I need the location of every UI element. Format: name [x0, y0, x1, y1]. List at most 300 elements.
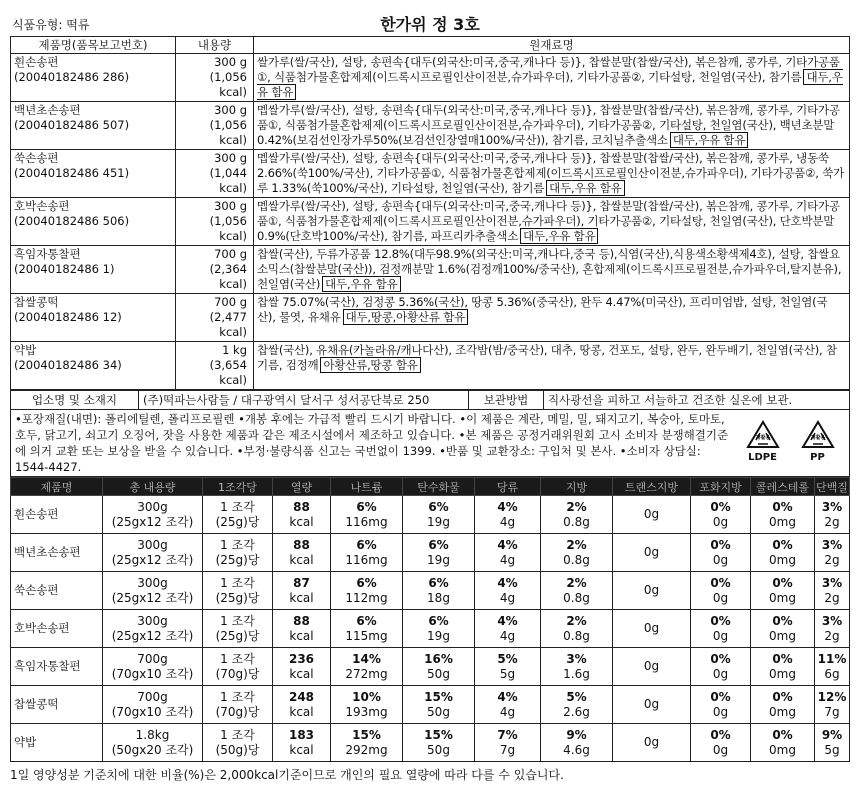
nutrition-cell-carb_pct: [403, 610, 475, 648]
nutrition-cell-kcal: [273, 534, 331, 572]
nutrition-value-chol: 0mg: [769, 628, 796, 643]
nutrition-cell-trans: [613, 610, 691, 648]
business-value: (주)떡파는사람들 / 대구광역시 달서구 성서공단북로 250: [139, 391, 469, 410]
nutrition-value-carb_pct: 16%: [424, 651, 453, 666]
product-ingredients-cell: [254, 102, 850, 150]
product-code: (20040182486 451): [14, 166, 130, 180]
nutrition-value-sat_pct: 0%: [710, 575, 731, 590]
nutrition-value-total_sub: (25gx12 조각): [111, 552, 194, 567]
nutrition-value-fat: 4.6g: [563, 742, 590, 757]
product-table: [10, 36, 850, 390]
nutrition-value-sugar: 4g: [499, 704, 516, 719]
nutrition-cell-per: [203, 610, 273, 648]
nutrition-header-cell: 콜레스테롤: [751, 478, 815, 496]
nutrition-cell-total: [103, 572, 203, 610]
nutrition-cell-kcal: [273, 572, 331, 610]
product-ingredients: 멥쌀가루(쌀/국산), 설탕, 송편속{대두(외국산:미국,중국,캐나다 등)}, 찹쌀분말(찹쌀/국산), 볶은참깨, 콩가루, 냉동쑥 2.66%(쑥100%/국산), 기타가공품①, 식품첨가물혼합제제(이드록시프로필인산이전분,슈가파우더), 기타가공품②, 쑥가루 1.33%(쑥100%/국산), 기타설탕, 천일염(국산), 참기름: [257, 151, 845, 195]
nutrition-cell-per: [203, 686, 273, 724]
nutrition-value-per_sub: (25g)당: [215, 590, 260, 605]
nutrition-table: [10, 477, 850, 762]
nutrition-value-sugar_pct: 5%: [497, 651, 518, 666]
product-row: [11, 246, 850, 294]
nutrition-value-sat: 0g: [712, 552, 729, 567]
nutrition-value-sat_pct: 0%: [710, 689, 731, 704]
recycle-mark-ldpe: [746, 420, 780, 466]
nutrition-value-per: 1 조각: [220, 613, 255, 628]
nutrition-product-name: 백년초손송편: [11, 534, 103, 572]
nutrition-value-fat_pct: 2%: [566, 575, 587, 590]
nutrition-value-per_sub: (70g)당: [215, 666, 260, 681]
nutrition-header-cell: 총 내용량: [103, 478, 203, 496]
nutrition-value-sugar: 5g: [499, 666, 516, 681]
nutrition-value-protein_pct: 3%: [821, 613, 843, 628]
product-weight: 300 g: [214, 151, 247, 165]
product-table-header: [11, 37, 850, 54]
recycle-top-ldpe: 재활용: [755, 435, 770, 441]
header-ingredients: 원재료명: [254, 37, 850, 54]
product-kcal: (2,477 kcal): [209, 310, 247, 339]
product-ingredients-cell: [254, 294, 850, 342]
nutrition-value-trans: 0g: [643, 507, 660, 521]
nutrition-cell-carb_pct: [403, 572, 475, 610]
recycle-top-pp: 재활용: [810, 435, 825, 441]
nutrition-value-chol: 0mg: [769, 552, 796, 567]
nutrition-cell-sugar_pct: [475, 648, 541, 686]
nutrition-cell-chol: [751, 572, 815, 610]
nutrition-value-total: 300g: [137, 613, 168, 628]
nutrition-value-protein_pct: 12%: [817, 689, 847, 704]
product-ingredients-cell: [254, 150, 850, 198]
nutrition-value-sat: 0g: [712, 666, 729, 681]
nutrition-value-trans: 0g: [643, 697, 660, 711]
nutrition-header-cell: 단백질: [815, 478, 850, 496]
product-ingredients: 멥쌀가루(쌀/국산), 설탕, 송편속{대두(외국산:미국,중국,캐나다 등)}, 찹쌀분말(찹쌀/국산), 볶은참깨, 콩가루, 기타가공품①, 식품첨가물혼합제제(이드록시프로필인산이전분,슈가파우더), 기타가공품②, 기타설탕, 천일염(국산), 단호박분말 0.9%(단호박100%/국산), 참기름, 파프리카추출색소: [257, 199, 840, 243]
nutrition-value-carb_pct: 6%: [428, 499, 449, 514]
nutrition-value-sodium: 116mg: [345, 552, 388, 567]
nutrition-cell-fat_pct: [541, 686, 613, 724]
nutrition-cell-sugar_pct: [475, 686, 541, 724]
nutrition-cell-sodium_pct: [331, 496, 403, 534]
nutrition-cell-total: [103, 534, 203, 572]
nutrition-value-fat_pct: 3%: [566, 651, 587, 666]
nutrition-value-sat: 0g: [712, 742, 729, 757]
nutrition-row: [11, 496, 850, 534]
nutrition-value-sodium: 115mg: [345, 628, 388, 643]
nutrition-value-sat_pct: 0%: [710, 537, 731, 552]
nutrition-value-sodium_pct: 10%: [352, 689, 381, 704]
nutrition-row: [11, 724, 850, 762]
nutrition-value-sodium_pct: 6%: [356, 537, 377, 552]
nutrition-row: [11, 534, 850, 572]
nutrition-cell-per: [203, 648, 273, 686]
allergen-badge: 대두,우유 함유: [520, 228, 598, 244]
product-row: [11, 294, 850, 342]
nutrition-header-cell: 열량: [273, 478, 331, 496]
product-name: 찹쌀콩떡: [14, 295, 59, 309]
product-code: (20040182486 286): [14, 70, 130, 84]
nutrition-cell-sugar_pct: [475, 534, 541, 572]
product-name-cell: [11, 246, 176, 294]
product-code: (20040182486 506): [14, 214, 130, 228]
nutrition-cell-kcal: [273, 686, 331, 724]
product-weight-cell: [176, 102, 254, 150]
header-product-name: 제품명(품목보고번호): [11, 37, 176, 54]
allergen-badge: 대두,우유 함유: [322, 276, 400, 292]
nutrition-product-name: 쑥손송편: [11, 572, 103, 610]
nutrition-value-total: 300g: [137, 537, 168, 552]
footnote: 1일 영양성분 기준치에 대한 비율(%)은 2,000kcal기준이므로 개인의 필요 열량에 따라 다를 수 있습니다.: [10, 768, 564, 782]
nutrition-value-sat_pct: 0%: [710, 613, 731, 628]
product-weight-cell: [176, 294, 254, 342]
nutrition-value-fat: 0.8g: [563, 552, 590, 567]
nutrition-cell-fat_pct: [541, 534, 613, 572]
nutrition-value-carb: 19g: [427, 514, 450, 529]
nutrition-value-per_sub: (25g)당: [215, 552, 260, 567]
nutrition-value-sat: 0g: [712, 590, 729, 605]
nutrition-cell-chol: [751, 534, 815, 572]
nutrition-cell-trans: [613, 724, 691, 762]
product-weight: 300 g: [214, 55, 247, 69]
nutrition-value-total: 300g: [137, 575, 168, 590]
nutrition-body: [11, 496, 850, 762]
storage-value: 직사광선을 피하고 서늘하고 건조한 실온에 보관.: [544, 391, 850, 410]
nutrition-value-trans: 0g: [643, 735, 660, 749]
nutrition-value-fat: 0.8g: [563, 628, 590, 643]
product-name: 쑥손송편: [14, 151, 59, 165]
nutrition-value-sodium_pct: 15%: [352, 727, 381, 742]
product-row: [11, 342, 850, 390]
recycle-triangle-icon: [746, 420, 780, 450]
nutrition-cell-chol: [751, 496, 815, 534]
product-row: [11, 150, 850, 198]
product-weight-cell: [176, 198, 254, 246]
nutrition-cell-sodium_pct: [331, 534, 403, 572]
nutrition-value-kcal_unit: kcal: [289, 628, 314, 643]
nutrition-value-carb_pct: 15%: [424, 689, 453, 704]
nutrition-cell-kcal: [273, 648, 331, 686]
nutrition-value-kcal_unit: kcal: [289, 742, 314, 757]
nutrition-value-chol_pct: 0%: [772, 651, 793, 666]
nutrition-cell-sodium_pct: [331, 610, 403, 648]
nutrition-value-chol: 0mg: [769, 742, 796, 757]
nutrition-value-kcal_unit: kcal: [289, 590, 314, 605]
nutrition-value-sugar_pct: 4%: [497, 689, 518, 704]
nutrition-cell-sodium_pct: [331, 686, 403, 724]
nutrition-cell-sat: [691, 534, 751, 572]
nutrition-value-fat_pct: 5%: [566, 689, 587, 704]
nutrition-value-protein_pct: 11%: [817, 651, 847, 666]
allergen-badge: 대두,땅콩,아황산류 함유: [343, 309, 468, 325]
nutrition-product-name: 찹쌀콩떡: [11, 686, 103, 724]
nutrition-value-sat_pct: 0%: [710, 499, 731, 514]
nutrition-cell-protein: [815, 724, 850, 762]
nutrition-header-cell: 지방: [541, 478, 613, 496]
nutrition-cell-sugar_pct: [475, 610, 541, 648]
nutrition-cell-fat_pct: [541, 610, 613, 648]
nutrition-value-protein: 2g: [824, 590, 840, 605]
product-kcal: (1,056 kcal): [209, 118, 247, 147]
nutrition-value-fat: 1.6g: [563, 666, 590, 681]
nutrition-value-chol: 0mg: [769, 666, 796, 681]
nutrition-cell-per: [203, 724, 273, 762]
nutrition-cell-sugar_pct: [475, 496, 541, 534]
nutrition-value-chol: 0mg: [769, 590, 796, 605]
nutrition-value-fat: 2.6g: [563, 704, 590, 719]
nutrition-value-sugar: 4g: [499, 514, 516, 529]
product-ingredients: 쌀가루(쌀/국산), 설탕, 송편속{대두(외국산:미국,중국,캐나다 등)}, 찹쌀분말(찹쌀/국산), 볶은참깨, 콩가루, 기타가공품①, 식품첨가물혼합제제(이드록시프로필인산이전분,슈가파우더), 기타가공품②, 기타설탕, 천일염(국산), 참기름: [257, 55, 840, 84]
nutrition-cell-chol: [751, 724, 815, 762]
recycle-label-pp: PP: [810, 452, 825, 463]
nutrition-cell-sat: [691, 496, 751, 534]
nutrition-value-per_sub: (70g)당: [215, 704, 260, 719]
nutrition-value-carb: 50g: [427, 704, 450, 719]
nutrition-cell-sat: [691, 572, 751, 610]
nutrition-value-per: 1 조각: [220, 537, 255, 552]
nutrition-cell-trans: [613, 686, 691, 724]
nutrition-value-total: 700g: [137, 651, 168, 666]
nutrition-cell-sugar_pct: [475, 572, 541, 610]
nutrition-value-protein_pct: 3%: [821, 575, 843, 590]
nutrition-cell-sat: [691, 610, 751, 648]
nutrition-value-carb_pct: 15%: [424, 727, 453, 742]
business-label: 업소명 및 소재지: [11, 391, 139, 410]
product-name-cell: [11, 198, 176, 246]
nutrition-row: [11, 572, 850, 610]
nutrition-value-total_sub: (50gx20 조각): [111, 742, 194, 757]
product-weight-cell: [176, 246, 254, 294]
product-weight: 1 kg: [222, 343, 247, 357]
product-kcal: (1,056 kcal): [209, 70, 247, 99]
nutrition-cell-kcal: [273, 724, 331, 762]
nutrition-value-sodium: 112mg: [345, 590, 388, 605]
nutrition-value-fat_pct: 9%: [566, 727, 587, 742]
nutrition-value-kcal: 88: [293, 537, 310, 552]
product-table-body: [11, 54, 850, 390]
notice-row: [11, 410, 850, 477]
nutrition-cell-carb_pct: [403, 686, 475, 724]
nutrition-value-kcal_unit: kcal: [289, 552, 314, 567]
product-row: [11, 102, 850, 150]
nutrition-value-kcal: 248: [288, 689, 315, 704]
product-weight: 700 g: [214, 295, 247, 309]
product-weight: 700 g: [214, 247, 247, 261]
nutrition-value-carb: 19g: [427, 552, 450, 567]
product-ingredients-cell: [254, 54, 850, 102]
notice-text: •포장재질(내면): 폴리에틸렌, 폴리프로필렌 •개봉 후에는 가급적 빨리 드시기 바랍니다. •이 제품은 계란, 메밀, 밀, 돼지고기, 복숭아, 토마토, 호두, 닭고기, 쇠고기 오징어, 잣을 사용한 제품과 같은 제조시설에서 제조하고 있습니다. •본 제품은 공정거래위원회 고시 소비자 분쟁해결기준에 의거 교환 또는 보상을 받을 수 있습니다. •부정·불량식품 신고는 국번없이 1399. •반품 및 교환장소: 구입처 및 본사. •소비자 상담실: 1544-4427.: [15, 412, 729, 474]
nutrition-cell-chol: [751, 610, 815, 648]
product-ingredients: 멥쌀가루(쌀/국산), 설탕, 송편속{대두(외국산:미국,중국,캐나다 등)}, 찹쌀분말(찹쌀/국산), 볶은참깨, 콩가루, 기타가공품①, 식품첨가물혼합제제(이드록시프로필인산이전분,슈가파우더), 기타가공품②, 기타설탕, 천일염(국산), 백년초분말 0.42%(보검선인장가루50%(보검선인장열매100%/국산)), 참기름, 코치닐추출색소: [257, 103, 840, 147]
nutrition-value-fat: 0.8g: [563, 514, 590, 529]
nutrition-value-sugar_pct: 4%: [497, 613, 518, 628]
nutrition-cell-trans: [613, 534, 691, 572]
nutrition-cell-protein: [815, 496, 850, 534]
nutrition-cell-chol: [751, 648, 815, 686]
nutrition-value-fat_pct: 2%: [566, 499, 587, 514]
nutrition-value-trans: 0g: [643, 545, 660, 559]
product-name: 흑임자통찰편: [14, 247, 81, 261]
product-name: 흰손송편: [14, 55, 59, 69]
nutrition-cell-protein: [815, 648, 850, 686]
nutrition-value-kcal: 88: [293, 613, 310, 628]
nutrition-cell-trans: [613, 572, 691, 610]
storage-label: 보관방법: [469, 391, 544, 410]
product-weight-cell: [176, 342, 254, 390]
nutrition-cell-carb_pct: [403, 724, 475, 762]
nutrition-cell-sat: [691, 724, 751, 762]
nutrition-value-total: 1.8kg: [135, 727, 170, 742]
nutrition-value-sodium: 116mg: [345, 514, 388, 529]
nutrition-cell-carb_pct: [403, 496, 475, 534]
nutrition-cell-fat_pct: [541, 572, 613, 610]
nutrition-cell-sodium_pct: [331, 724, 403, 762]
nutrition-value-sat: 0g: [712, 704, 729, 719]
nutrition-value-fat: 0.8g: [563, 590, 590, 605]
allergen-badge: 아황산류,땅콩 함유: [320, 357, 420, 373]
nutrition-cell-protein: [815, 534, 850, 572]
nutrition-cell-fat_pct: [541, 724, 613, 762]
product-kcal: (3,654 kcal): [209, 358, 247, 387]
nutrition-cell-per: [203, 534, 273, 572]
nutrition-value-carb: 50g: [427, 742, 450, 757]
product-name: 약밥: [14, 343, 37, 357]
product-name: 호박손송편: [14, 199, 70, 213]
nutrition-value-carb: 50g: [427, 666, 450, 681]
nutrition-cell-sat: [691, 686, 751, 724]
nutrition-value-per: 1 조각: [220, 689, 255, 704]
product-name-cell: [11, 342, 176, 390]
nutrition-value-sodium_pct: 6%: [356, 499, 377, 514]
business-table: [10, 390, 850, 477]
nutrition-value-total: 700g: [137, 689, 168, 704]
nutrition-product-name: 흑임자통찰편: [11, 648, 103, 686]
nutrition-header-cell: 나트륨: [331, 478, 403, 496]
nutrition-value-sugar_pct: 4%: [497, 575, 518, 590]
nutrition-row: [11, 686, 850, 724]
nutrition-cell-sodium_pct: [331, 648, 403, 686]
nutrition-cell-total: [103, 496, 203, 534]
food-type: 식품유형: 떡류: [12, 18, 90, 32]
nutrition-cell-sodium_pct: [331, 572, 403, 610]
nutrition-value-chol_pct: 0%: [772, 727, 793, 742]
nutrition-value-sodium: 272mg: [345, 666, 388, 681]
nutrition-cell-sugar_pct: [475, 724, 541, 762]
nutrition-product-name: 흰손송편: [11, 496, 103, 534]
nutrition-value-sodium_pct: 14%: [352, 651, 381, 666]
page-title: 한가위 정 3호: [380, 15, 480, 34]
nutrition-cell-total: [103, 610, 203, 648]
nutrition-value-kcal_unit: kcal: [289, 704, 314, 719]
nutrition-value-carb_pct: 6%: [428, 537, 449, 552]
nutrition-value-carb: 18g: [427, 590, 450, 605]
allergen-badge: 대두,우유 함유: [670, 132, 748, 148]
nutrition-value-fat_pct: 2%: [566, 537, 587, 552]
product-ingredients: 찹쌀(국산), 두류가공품 12.8%(대두98.9%(외국산:미국,캐나다,중국 등),식염(국산),식용색소황색제4호), 설탕, 찹쌀요소믹스(찹쌀분말(국산)), 검정깨분말 1.6%(검정깨100%/중국산), 혼합제제(이드록시프로필전분,슈가파우더,탈지분유), 천일염(국산): [257, 247, 842, 291]
nutrition-cell-per: [203, 496, 273, 534]
nutrition-value-sugar: 4g: [499, 552, 516, 567]
nutrition-value-protein: 7g: [824, 704, 840, 719]
recycle-label-ldpe: LDPE: [748, 452, 777, 463]
allergen-badge: 대두,우유 함유: [257, 70, 843, 99]
product-ingredients: 찹쌀(국산), 유채유(카놀라유/캐나다산), 조각밤(밤/중국산), 대추, 땅콩, 건포도, 설탕, 완두, 완두배기, 천일염(국산), 참기름, 검정깨: [257, 343, 837, 372]
nutrition-value-total: 300g: [137, 499, 168, 514]
nutrition-value-carb_pct: 6%: [428, 613, 449, 628]
product-ingredients: 찹쌀 75.07%(국산), 검정콩 5.36%(국산), 땅콩 5.36%(중국산), 완두 4.47%(미국산), 프리미엄밥, 설탕, 천일염(국산), 물엿, 유채유: [257, 295, 828, 324]
nutrition-header-cell: 탄수화물: [403, 478, 475, 496]
nutrition-value-fat_pct: 2%: [566, 613, 587, 628]
nutrition-value-sodium_pct: 6%: [356, 613, 377, 628]
nutrition-cell-fat_pct: [541, 648, 613, 686]
nutrition-cell-per: [203, 572, 273, 610]
allergen-badge: 대두,우유 함유: [546, 180, 624, 196]
nutrition-cell-total: [103, 686, 203, 724]
recycle-triangle-icon: [801, 420, 835, 450]
nutrition-value-total_sub: (25gx12 조각): [111, 628, 194, 643]
nutrition-value-protein_pct: 9%: [821, 727, 843, 742]
nutrition-value-chol_pct: 0%: [772, 689, 793, 704]
product-code: (20040182486 507): [14, 118, 130, 132]
nutrition-value-per: 1 조각: [220, 499, 255, 514]
nutrition-product-name: 약밥: [11, 724, 103, 762]
nutrition-value-total_sub: (25gx12 조각): [111, 590, 194, 605]
nutrition-value-chol_pct: 0%: [772, 537, 793, 552]
business-row: [11, 391, 850, 410]
nutrition-cell-protein: [815, 686, 850, 724]
nutrition-cell-chol: [751, 686, 815, 724]
nutrition-value-protein: 6g: [824, 666, 840, 681]
nutrition-value-protein_pct: 3%: [821, 537, 843, 552]
nutrition-cell-kcal: [273, 496, 331, 534]
nutrition-value-sodium: 292mg: [345, 742, 388, 757]
nutrition-value-sat: 0g: [712, 628, 729, 643]
nutrition-value-carb_pct: 6%: [428, 575, 449, 590]
nutrition-header-cell: 1조각당: [203, 478, 273, 496]
product-code: (20040182486 12): [14, 310, 122, 324]
product-weight-cell: [176, 54, 254, 102]
product-code: (20040182486 1): [14, 262, 115, 276]
nutrition-value-kcal_unit: kcal: [289, 514, 314, 529]
product-row: [11, 54, 850, 102]
product-kcal: (1,056 kcal): [209, 214, 247, 243]
recycle-mark-pp: [801, 420, 835, 466]
nutrition-value-total_sub: (70gx10 조각): [111, 666, 194, 681]
nutrition-value-per_sub: (25g)당: [215, 514, 260, 529]
product-ingredients-cell: [254, 246, 850, 294]
product-ingredients-cell: [254, 198, 850, 246]
nutrition-value-chol_pct: 0%: [772, 499, 793, 514]
nutrition-value-chol: 0mg: [769, 514, 796, 529]
nutrition-value-total_sub: (70gx10 조각): [111, 704, 194, 719]
nutrition-value-trans: 0g: [643, 659, 660, 673]
nutrition-value-per: 1 조각: [220, 651, 255, 666]
product-weight: 300 g: [214, 103, 247, 117]
notice-cell: [11, 410, 850, 477]
product-name-cell: [11, 150, 176, 198]
product-name-cell: [11, 294, 176, 342]
nutrition-cell-sat: [691, 648, 751, 686]
nutrition-value-sugar: 4g: [499, 590, 516, 605]
nutrition-value-kcal: 87: [293, 575, 310, 590]
nutrition-value-sat_pct: 0%: [710, 727, 731, 742]
product-name-cell: [11, 102, 176, 150]
nutrition-value-sugar: 4g: [499, 628, 516, 643]
nutrition-header-cell: 당류: [475, 478, 541, 496]
nutrition-value-trans: 0g: [643, 621, 660, 635]
nutrition-value-per: 1 조각: [220, 575, 255, 590]
nutrition-value-sugar_pct: 7%: [497, 727, 518, 742]
nutrition-cell-carb_pct: [403, 534, 475, 572]
product-code: (20040182486 34): [14, 358, 122, 372]
nutrition-cell-trans: [613, 496, 691, 534]
